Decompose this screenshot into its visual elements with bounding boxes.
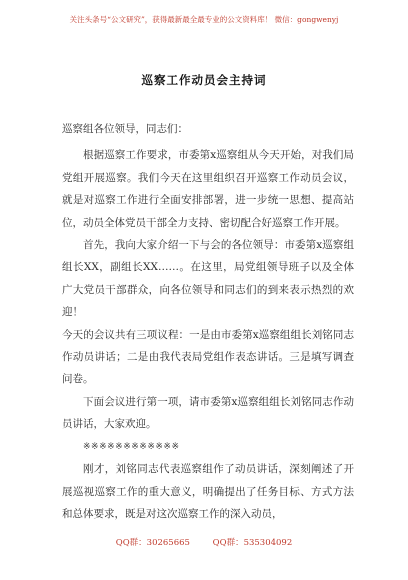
paragraph-2: 首先，我向大家介绍一下与会的各位领导：市委第x巡察组组长XX，副组长XX……。在这里，局党组领导班子以及全体广大党员干部群众，向各位领导和同志们的到来表示热烈的欢迎！ xyxy=(62,239,354,319)
footer xyxy=(0,536,408,548)
paragraph-4: 下面会议进行第一项，请市委第x巡察组组长刘铭同志作动员讲话，大家欢迎。 xyxy=(62,395,354,431)
footer-qq-group-1: QQ群：30265665 xyxy=(115,538,190,548)
document-title: 巡察工作动员会主持词 xyxy=(141,73,267,87)
footer-qq-group-2: QQ群：535304092 xyxy=(212,538,293,548)
paragraph-5: 刚才，刘铭同志代表巡察组作了动员讲话，深刻阐述了开展巡视巡察工作的重大意义，明确提出了任务目标、方式方法和总体要求，既是对这次巡察工作的深入动员， xyxy=(62,463,354,520)
paragraph-3: 今天的会议共有三项议程：一是由市委第x巡察组组长刘铭同志作动员讲话；二是由我代表局党组作表态讲话。三是填写调查问卷。 xyxy=(62,328,354,386)
greeting: 巡察组各位领导，同志们： xyxy=(62,123,188,135)
document-body xyxy=(62,118,354,525)
paragraph-1: 根据巡察工作要求，市委第x巡察组从今天开始，对我们局党组开展巡察。我们今天在这里组织召开巡察工作动员会议，就是对巡察工作进行全面安排部署，进一步统一思想、提高站位，动员全体党员干部全力支持、密切配合好巡察工作开展。 xyxy=(62,149,354,229)
section-divider: ※※※※※※※※※※※※ xyxy=(83,441,180,452)
top-banner: 关注头条号“公文研究”，获得最新最全最专业的公文资料库！ 微信：gongwenyj xyxy=(69,15,339,24)
